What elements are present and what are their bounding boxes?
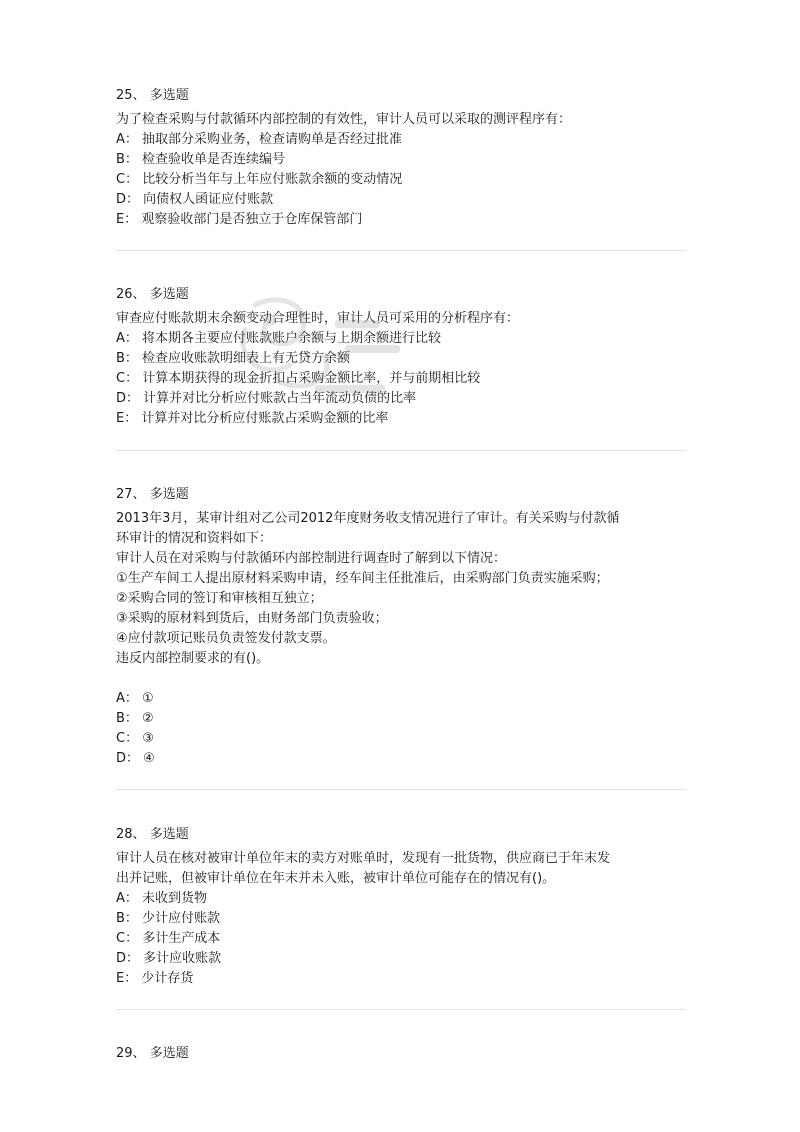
option-d: D： 向债权人函证应付账款 <box>116 192 274 207</box>
question-28 <box>116 825 686 989</box>
option-c: C： ③ <box>116 731 154 746</box>
question-stem-line: 为了检查采购与付款循环内部控制的有效性，审计人员可以采取的测评程序有： <box>116 112 572 127</box>
options-list <box>116 689 686 769</box>
option-b: B： 检查应收账款明细表上有无贷方余额 <box>116 351 351 366</box>
question-stem-line: ②采购合同的签订和审核相互独立； <box>116 591 323 606</box>
question-header: 27、 多选题 <box>116 487 189 502</box>
options-list <box>116 889 686 989</box>
option-c: C： 比较分析当年与上年应付账款余额的变动情况 <box>116 172 403 187</box>
option-d: D： 计算并对比分析应付账款占当年流动负债的比率 <box>116 391 417 406</box>
question-header: 28、 多选题 <box>116 827 189 842</box>
question-header: 25、 多选题 <box>116 88 189 103</box>
question-stem-line: ①生产车间工人提出原材料采购申请，经车间主任批准后，由采购部门负责实施采购； <box>116 571 609 586</box>
question-number: 25 <box>116 88 133 103</box>
options-list <box>116 130 686 230</box>
question-divider <box>116 1009 686 1010</box>
question-number: 27 <box>116 487 133 502</box>
question-29 <box>116 1044 686 1064</box>
question-stem-line: ③采购的原材料到货后，由财务部门负责验收； <box>116 611 388 626</box>
question-type: 多选题 <box>149 88 189 103</box>
question-type: 多选题 <box>149 287 189 302</box>
option-e: E： 少计存货 <box>116 971 194 986</box>
question-header: 26、 多选题 <box>116 287 189 302</box>
question-number: 26 <box>116 287 133 302</box>
question-number: 28 <box>116 827 133 842</box>
option-c: C： 计算本期获得的现金折扣占采购金额比率，并与前期相比较 <box>116 371 481 386</box>
question-divider <box>116 450 686 451</box>
question-stem-line: ④应付款项记账员负责签发付款支票。 <box>116 631 336 646</box>
option-b: B： 检查验收单是否连续编号 <box>116 152 286 167</box>
question-stem-line: 审计人员在核对被审计单位年末的卖方对账单时，发现有一批货物，供应商已于年末发 <box>116 851 611 866</box>
question-divider <box>116 789 686 790</box>
question-stem-line: 2013年3月，某审计组对乙公司2012年度财务收支情况进行了审计。有关采购与付款循 <box>116 511 620 526</box>
option-d: D： 多计应收账款 <box>116 951 222 966</box>
option-a: A： 将本期各主要应付账款账户余额与上期余额进行比较 <box>116 331 442 346</box>
option-b: B： 少计应付账款 <box>116 911 221 926</box>
option-c: C： 多计生产成本 <box>116 931 221 946</box>
question-divider <box>116 250 686 251</box>
question-27 <box>116 485 686 769</box>
option-e: E： 观察验收部门是否独立于仓库保管部门 <box>116 212 363 227</box>
option-d: D： ④ <box>116 751 155 766</box>
spacer <box>116 669 686 689</box>
option-a: A： ① <box>116 691 154 706</box>
question-type: 多选题 <box>149 827 189 842</box>
option-b: B： ② <box>116 711 154 726</box>
question-25 <box>116 86 686 230</box>
question-stem-line: 违反内部控制要求的有()。 <box>116 651 270 666</box>
question-header: 29、 多选题 <box>116 1046 189 1061</box>
question-type: 多选题 <box>149 1046 189 1061</box>
option-a: A： 抽取部分采购业务，检查请购单是否经过批准 <box>116 132 403 147</box>
question-stem-line: 审查应付账款期末余额变动合理性时，审计人员可采用的分析程序有： <box>116 311 520 326</box>
question-stem-line: 环审计的情况和资料如下： <box>116 531 273 546</box>
option-a: A： 未收到货物 <box>116 891 208 906</box>
option-e: E： 计算并对比分析应付账款占采购金额的比率 <box>116 411 389 426</box>
question-stem-line: 出并记账，但被审计单位在年末并未入账，被审计单位可能存在的情况有()。 <box>116 871 556 886</box>
question-26 <box>116 285 686 429</box>
question-type: 多选题 <box>149 487 189 502</box>
question-stem-line: 审计人员在对采购与付款循环内部控制进行调查时了解到以下情况： <box>116 551 507 566</box>
question-number: 29 <box>116 1046 133 1061</box>
options-list <box>116 329 686 429</box>
